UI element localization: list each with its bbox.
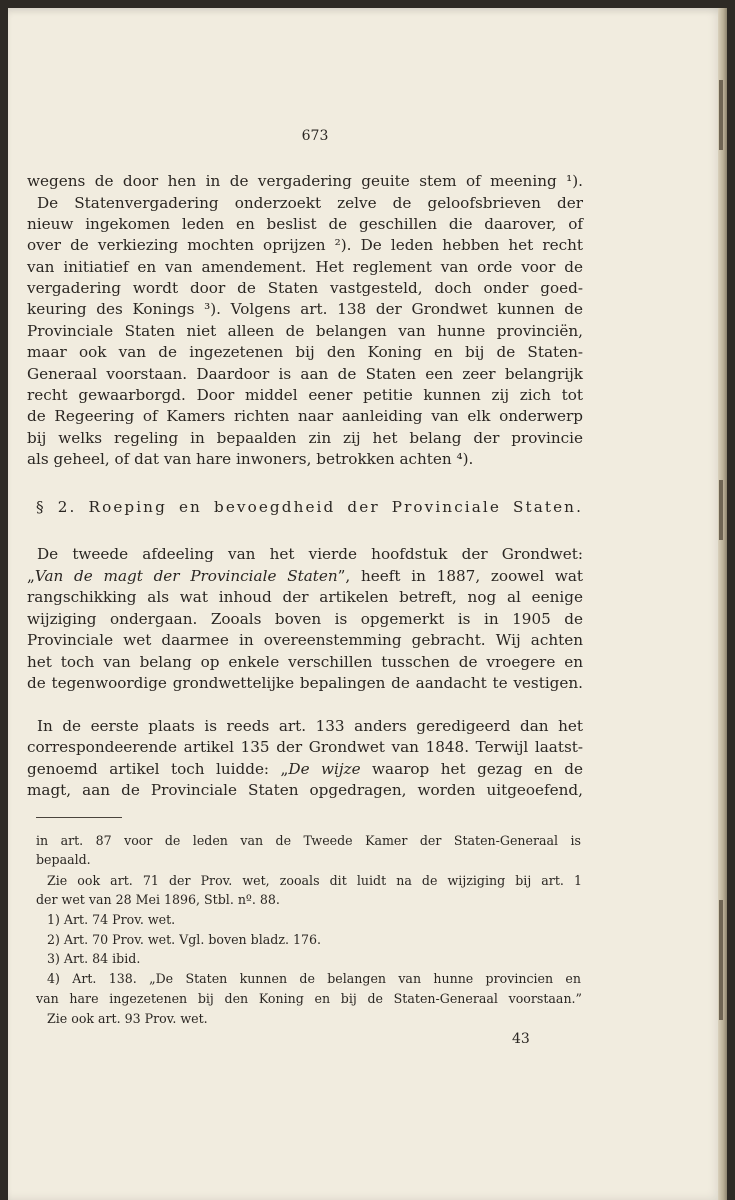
body-text: genoemd artikel toch luidde: „ <box>27 760 289 778</box>
body-line: magt, aan de Provinciale Staten opgedragen, worden uitgeoefend, <box>27 781 583 799</box>
body-line: over de verkiezing mochten oprijzen ²). De leden hebben het recht <box>27 236 583 254</box>
footnote-line: van hare ingezetenen bij den Koning en bij de Staten-Generaal voorstaan.” <box>36 991 582 1006</box>
body-line: correspondeerende artikel 135 der Grondwet van 1848. Terwijl laatst- <box>27 738 583 756</box>
body-line: De tweede afdeeling van het vierde hoofdstuk der Grondwet: <box>37 545 583 563</box>
footnote-line: bepaald. <box>36 852 91 867</box>
footnote-4: 4) Art. 138. „De Staten kunnen de belangen van hunne provincien en <box>47 971 581 986</box>
footnote-line: der wet van 28 Mei 1896, Stbl. nº. 88. <box>36 892 280 907</box>
chapter-title: Van de magt der Provinciale Staten <box>34 567 338 585</box>
page-edge-mark <box>719 900 723 1020</box>
body-line-with-title <box>27 566 583 586</box>
footnote-rule <box>36 817 122 818</box>
body-line: Generaal voorstaan. Daardoor is aan de Staten een zeer belangrijk <box>27 365 583 383</box>
body-line: wijziging ondergaan. Zooals boven is opgemerkt is in 1905 de <box>27 610 583 628</box>
body-line-with-quote <box>27 759 583 779</box>
body-line: Provinciale wet daarmee in overeenstemming gebracht. Wij achten <box>27 631 583 649</box>
section-heading: § 2. Roeping en bevoegdheid der Provinciale Staten. <box>36 498 583 516</box>
body-line: In de eerste plaats is reeds art. 133 anders geredigeerd dan het <box>37 717 583 735</box>
page-edge-mark <box>719 480 723 540</box>
body-line: de Regeering of Kamers richten naar aanleiding van elk onderwerp <box>27 407 583 425</box>
quote-mark: „ <box>27 567 35 585</box>
body-line: van initiatief en van amendement. Het reglement van orde voor de <box>27 258 583 276</box>
page-edge-mark <box>719 80 723 150</box>
body-text: ”, heeft in 1887, zoowel wat <box>337 567 583 585</box>
footnote-line: Zie ook art. 93 Prov. wet. <box>47 1011 208 1026</box>
body-line: vergadering wordt door de Staten vastgesteld, doch onder goed- <box>27 279 583 297</box>
footnote-1: 1) Art. 74 Prov. wet. <box>47 912 176 927</box>
body-line: wegens de door hen in de vergadering geuite stem of meening ¹). <box>27 172 583 190</box>
page-edge <box>718 8 727 1200</box>
footnote-3: 3) Art. 84 ibid. <box>47 951 141 966</box>
body-line: maar ook van de ingezetenen bij den Koning en bij de Staten- <box>27 343 583 361</box>
body-text: waarop het gezag en de <box>360 760 583 778</box>
quoted-phrase: De wijze <box>288 760 361 778</box>
footnote-line: in art. 87 voor de leden van de Tweede Kamer der Staten-Generaal is <box>36 833 581 848</box>
body-line: nieuw ingekomen leden en beslist de geschillen die daarover, of <box>27 215 583 233</box>
body-line: bij welks regeling in bepaalden zin zij het belang der provincie <box>27 429 583 447</box>
body-line: de tegenwoordige grondwettelijke bepalingen de aandacht te vestigen. <box>27 674 583 692</box>
body-line: als geheel, of dat van hare inwoners, betrokken achten ⁴). <box>27 450 474 468</box>
footnote-2: 2) Art. 70 Prov. wet. Vgl. boven bladz. 176. <box>47 932 321 947</box>
footnote-line: Zie ook art. 71 der Prov. wet, zooals dit luidt na de wijziging bij art. 1 <box>47 873 582 888</box>
page-number: 673 <box>301 128 329 144</box>
body-line: rangschikking als wat inhoud der artikelen betreft, nog al eenige <box>27 588 583 606</box>
body-line: het toch van belang op enkele verschillen tusschen de vroegere en <box>27 653 583 671</box>
signature-mark: 43 <box>512 1031 530 1047</box>
body-line: Provinciale Staten niet alleen de belangen van hunne provinciën, <box>27 322 583 340</box>
body-line: De Statenvergadering onderzoekt zelve de geloofsbrieven der <box>37 194 583 212</box>
body-line: keuring des Konings ³). Volgens art. 138 der Grondwet kunnen de <box>27 300 583 318</box>
body-line: recht gewaarborgd. Door middel eener petitie kunnen zij zich tot <box>27 386 583 404</box>
